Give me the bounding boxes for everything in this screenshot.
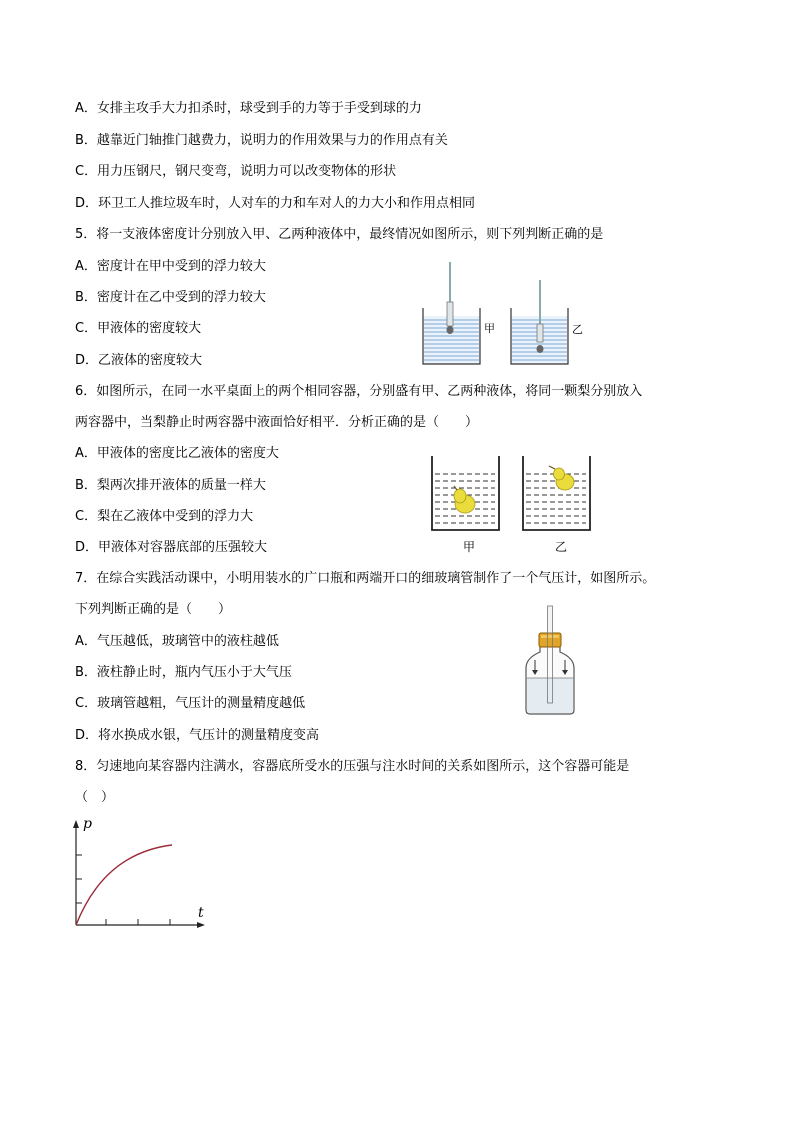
q7-option-d: D．将水换成水银，气压计的测量精度变高 <box>75 728 320 743</box>
q4-option-a: A．女排主攻手大力扣杀时，球受到手的力等于手受到球的力 <box>75 101 422 116</box>
q8-stem-line1: 8．匀速地向某容器内注满水，容器底所受水的压强与注水时间的关系如图所示，这个容器可能是 <box>75 759 630 774</box>
q8-y-axis-label: p <box>83 816 92 832</box>
pear-icon <box>454 486 475 513</box>
q7-stem-line2: 下列判断正确的是（ ） <box>75 602 232 617</box>
q4-option-c: C．用力压钢尺，钢尺变弯，说明力可以改变物体的形状 <box>75 164 397 179</box>
q5-label-jia: 甲 <box>484 322 495 335</box>
pressure-curve <box>76 845 172 925</box>
q6-stem-line2: 两容器中，当梨静止时两容器中液面恰好相平．分析正确的是（ ） <box>75 415 479 430</box>
q6-stem-line1: 6．如图所示，在同一水平桌面上的两个相同容器，分别盛有甲、乙两种液体，将同一颗梨分别放入 <box>75 384 643 399</box>
q7-barometer-figure <box>522 604 578 718</box>
q4-option-d: D．环卫工人推垃圾车时，人对车的力和车对人的力大小和作用点相同 <box>75 196 476 211</box>
container-yi <box>523 456 590 530</box>
q7-option-b: B．液柱静止时，瓶内气压小于大气压 <box>75 665 292 680</box>
q5-option-d: D．乙液体的密度较大 <box>75 353 203 368</box>
beaker-jia <box>423 262 480 364</box>
pear-icon <box>549 466 574 490</box>
q6-option-b: B．梨两次排开液体的质量一样大 <box>75 478 266 493</box>
q7-stem-line1: 7．在综合实践活动课中，小明用装水的广口瓶和两端开口的细玻璃管制作了一个气压计，如图所示。 <box>75 571 656 586</box>
q6-option-a: A．甲液体的密度比乙液体的密度大 <box>75 446 279 461</box>
q8-stem-line2: （ ） <box>75 790 115 805</box>
q7-option-a: A．气压越低，玻璃管中的液柱越低 <box>75 634 279 649</box>
q6-pear-figure <box>427 452 602 534</box>
q7-option-c: C．玻璃管越粗，气压计的测量精度越低 <box>75 696 306 711</box>
q6-label-yi: 乙 <box>555 540 568 554</box>
q8-x-axis-label: t <box>198 905 204 921</box>
q5-option-a: A．密度计在甲中受到的浮力较大 <box>75 259 266 274</box>
beaker-yi <box>511 280 568 364</box>
q5-hydrometer-figure <box>418 258 593 368</box>
q6-label-jia: 甲 <box>463 540 476 554</box>
q4-option-b: B．越靠近门轴推门越费力，说明力的作用效果与力的作用点有关 <box>75 133 448 148</box>
q5-label-yi: 乙 <box>572 323 583 336</box>
q5-stem: 5．将一支液体密度计分别放入甲、乙两种液体中，最终情况如图所示，则下列判断正确的是 <box>75 227 604 242</box>
q8-pressure-time-graph <box>68 818 208 930</box>
q5-option-b: B．密度计在乙中受到的浮力较大 <box>75 290 266 305</box>
q6-option-c: C．梨在乙液体中受到的浮力大 <box>75 509 254 524</box>
q6-option-d: D．甲液体对容器底部的压强较大 <box>75 540 268 555</box>
container-jia <box>432 456 499 530</box>
q5-option-c: C．甲液体的密度较大 <box>75 321 202 336</box>
